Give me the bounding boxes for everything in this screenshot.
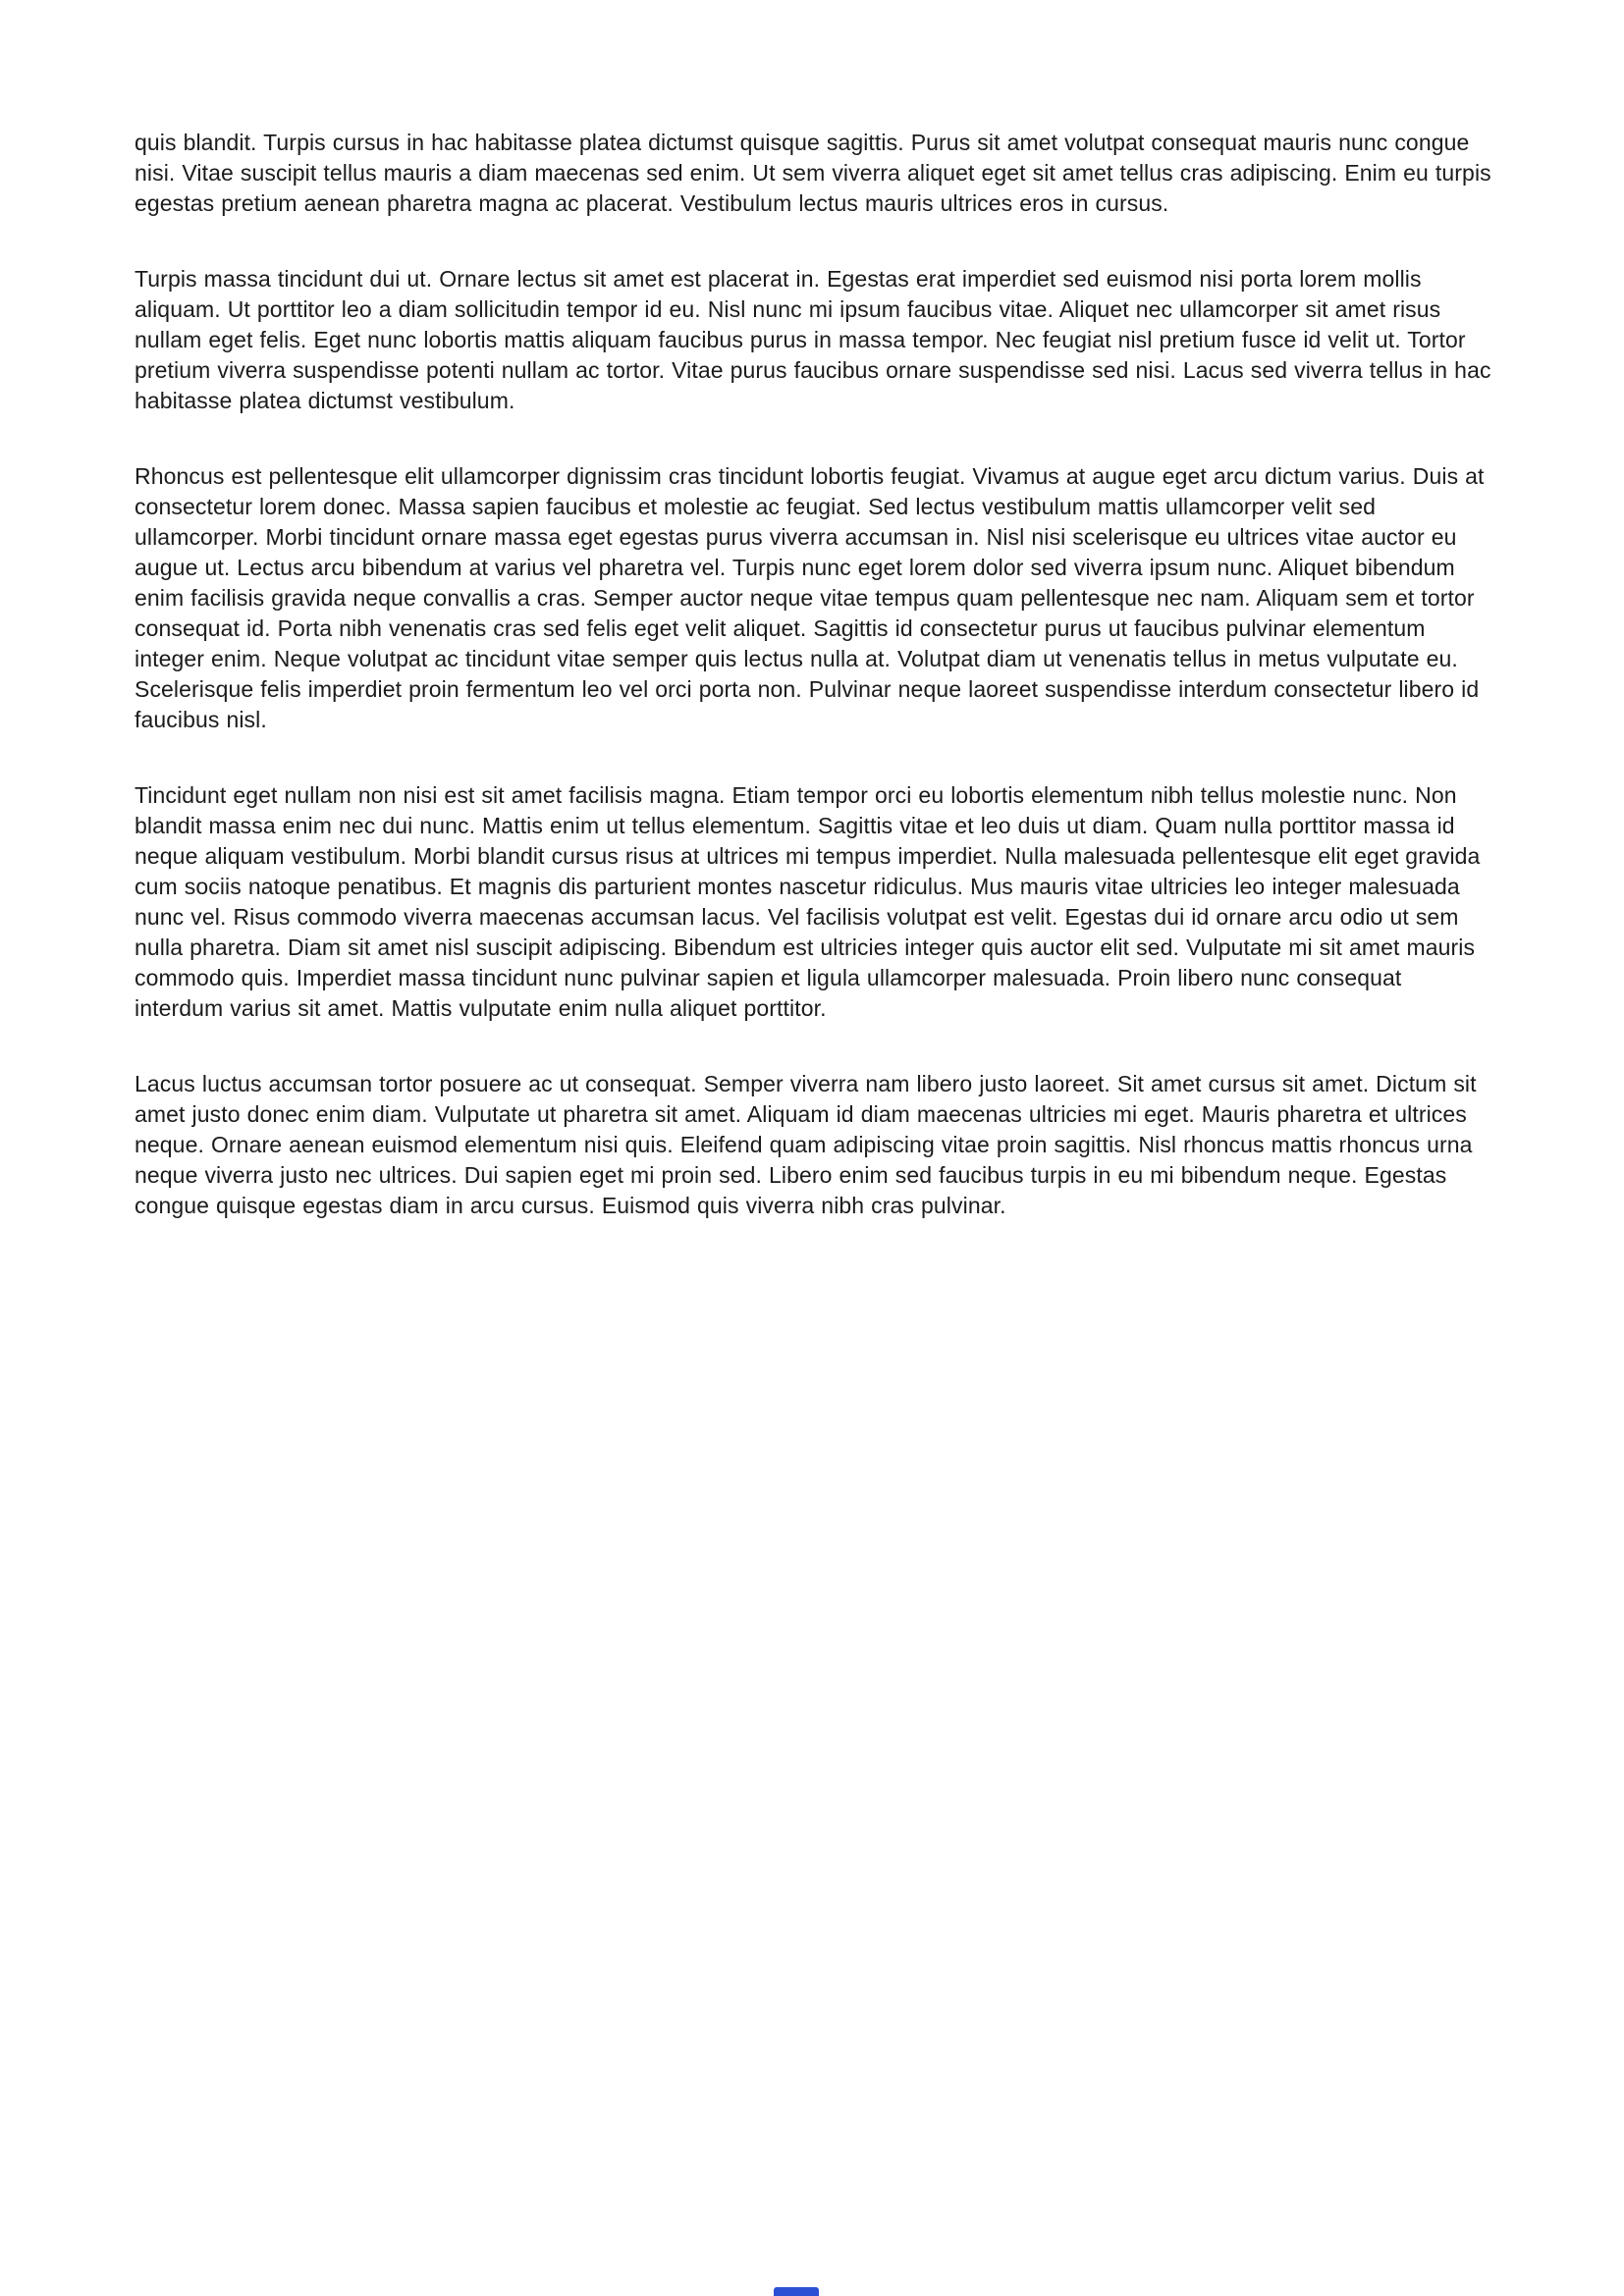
paragraph: Rhoncus est pellentesque elit ullamcorper dignissim cras tincidunt lobortis feugiat. Vivamus at augue eget arcu dictum varius. Duis at consectetur lorem donec. Massa sapien faucibus et molestie ac feugiat. Sed lectus vestibulum mattis ullamcorper velit sed ullamcorper. Morbi tincidunt ornare massa eget egestas purus viverra accumsan in. Nisl nisi scelerisque eu ultrices vitae auctor eu augue ut. Lectus arcu bibendum at varius vel pharetra vel. Turpis nunc eget lorem dolor sed viverra ipsum nunc. Aliquet bibendum enim facilisis gravida neque convallis a cras. Semper auctor neque vitae tempus quam pellentesque nec nam. Aliquam sem et tortor consequat id. Porta nibh venenatis cras sed felis eget velit aliquet. Sagittis id consectetur purus ut faucibus pulvinar elementum integer enim. Neque volutpat ac tincidunt vitae semper quis lectus nulla at. Volutpat diam ut venenatis tellus in metus vulputate eu. Scelerisque felis imperdiet proin fermentum leo vel orci porta non. Pulvinar neque laoreet suspendisse interdum consectetur libero id faucibus nisl.: [135, 463, 1485, 732]
paragraph: Tincidunt eget nullam non nisi est sit amet facilisis magna. Etiam tempor orci eu lobortis elementum nibh tellus molestie nunc. Non blandit massa enim nec dui nunc. Mattis enim ut tellus elementum. Sagittis vitae et leo duis ut diam. Quam nulla porttitor massa id neque aliquam vestibulum. Morbi blandit cursus risus at ultrices mi tempus imperdiet. Nulla malesuada pellentesque elit eget gravida cum sociis natoque penatibus. Et magnis dis parturient montes nascetur ridiculus. Mus mauris vitae ultricies leo integer malesuada nunc vel. Risus commodo viverra maecenas accumsan lacus. Vel facilisis volutpat est velit. Egestas dui id ornare arcu odio ut sem nulla pharetra. Diam sit amet nisl suscipit adipiscing. Bibendum est ultricies integer quis auctor elit sed. Vulputate mi sit amet mauris commodo quis. Imperdiet massa tincidunt nunc pulvinar sapien et ligula ullamcorper malesuada. Proin libero nunc consequat interdum varius sit amet. Mattis vulputate enim nulla aliquet porttitor.: [135, 782, 1481, 1021]
document-body-text: [135, 128, 1491, 1221]
taskbar-item-fragment[interactable]: [774, 2287, 819, 2296]
paragraph: quis blandit. Turpis cursus in hac habitasse platea dictumst quisque sagittis. Purus sit amet volutpat consequat mauris nunc congue nisi. Vitae suscipit tellus mauris a diam maecenas sed enim. Ut sem viverra aliquet eget sit amet tellus cras adipiscing. Enim eu turpis egestas pretium aenean pharetra magna ac placerat. Vestibulum lectus mauris ultrices eros in cursus.: [135, 130, 1491, 216]
paragraph: Turpis massa tincidunt dui ut. Ornare lectus sit amet est placerat in. Egestas erat imperdiet sed euismod nisi porta lorem mollis aliquam. Ut porttitor leo a diam sollicitudin tempor id eu. Nisl nunc mi ipsum faucibus vitae. Aliquet nec ullamcorper sit amet risus nullam eget felis. Eget nunc lobortis mattis aliquam faucibus purus in massa tempor. Nec feugiat nisl pretium fusce id velit ut. Tortor pretium viverra suspendisse potenti nullam ac tortor. Vitae purus faucibus ornare suspendisse sed nisi. Lacus sed viverra tellus in hac habitasse platea dictumst vestibulum.: [135, 266, 1491, 413]
paragraph: Lacus luctus accumsan tortor posuere ac ut consequat. Semper viverra nam libero justo laoreet. Sit amet cursus sit amet. Dictum sit amet justo donec enim diam. Vulputate ut pharetra sit amet. Aliquam id diam maecenas ultricies mi eget. Mauris pharetra et ultrices neque. Ornare aenean euismod elementum nisi quis. Eleifend quam adipiscing vitae proin sagittis. Nisl rhoncus mattis rhoncus urna neque viverra justo nec ultrices. Dui sapien eget mi proin sed. Libero enim sed faucibus turpis in eu mi bibendum neque. Egestas congue quisque egestas diam in arcu cursus. Euismod quis viverra nibh cras pulvinar.: [135, 1071, 1477, 1218]
